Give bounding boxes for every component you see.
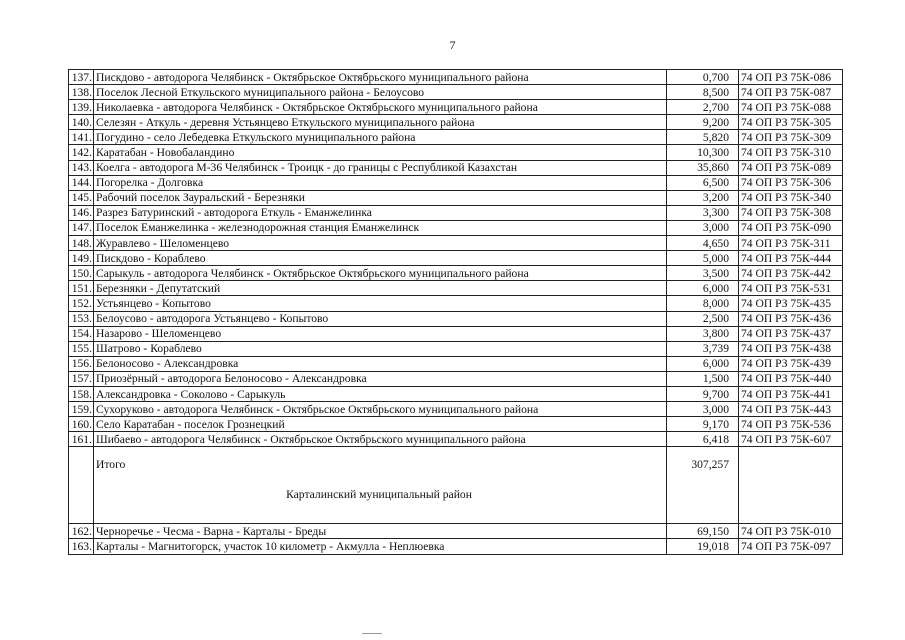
road-code: 74 ОП РЗ 75К-088	[739, 100, 843, 115]
table-row	[69, 205, 843, 220]
section-num-cell	[69, 481, 94, 507]
table-row	[69, 326, 843, 341]
road-code: 74 ОП РЗ 75К-308	[739, 205, 843, 220]
road-name: Белоносово - Александровка	[94, 356, 667, 371]
road-code: 74 ОП РЗ 75К-438	[739, 341, 843, 356]
total-section	[69, 447, 843, 524]
road-name: Сарыкуль - автодорога Челябинск - Октябрьское Октябрьского муниципального района	[94, 266, 667, 281]
road-name: Черноречье - Чесма - Варна - Карталы - Бреды	[94, 524, 667, 539]
row-number: 147.	[69, 220, 94, 235]
row-number: 154.	[69, 326, 94, 341]
road-name: Белоусово - автодорога Устьянцево - Копытово	[94, 311, 667, 326]
footer-mark	[362, 633, 382, 634]
road-code: 74 ОП РЗ 75К-439	[739, 356, 843, 371]
road-code: 74 ОП РЗ 75К-309	[739, 130, 843, 145]
road-length: 2,700	[667, 100, 739, 115]
total-code-cell	[739, 447, 843, 482]
table-row	[69, 115, 843, 130]
road-length: 9,170	[667, 417, 739, 432]
road-length: 19,018	[667, 539, 739, 554]
table-row	[69, 402, 843, 417]
road-length: 6,000	[667, 281, 739, 296]
row-number: 151.	[69, 281, 94, 296]
road-length: 6,418	[667, 432, 739, 447]
table-row	[69, 85, 843, 100]
road-name: Погорелка - Долговка	[94, 175, 667, 190]
road-name: Поселок Еманжелинка - железнодорожная станция Еманжелинск	[94, 220, 667, 235]
row-number: 150.	[69, 266, 94, 281]
spacer-len-cell	[667, 507, 739, 524]
road-code: 74 ОП РЗ 75К-310	[739, 145, 843, 160]
table-row	[69, 386, 843, 401]
row-number: 138.	[69, 85, 94, 100]
table-row	[69, 145, 843, 160]
road-code: 74 ОП РЗ 75К-435	[739, 296, 843, 311]
road-code: 74 ОП РЗ 75К-306	[739, 175, 843, 190]
total-label: Итого	[94, 447, 667, 482]
spacer-num-cell	[69, 507, 94, 524]
row-number: 142.	[69, 145, 94, 160]
road-code: 74 ОП РЗ 75К-443	[739, 402, 843, 417]
road-length: 3,300	[667, 205, 739, 220]
row-number: 160.	[69, 417, 94, 432]
road-length: 3,200	[667, 190, 739, 205]
table-row	[69, 220, 843, 235]
road-length: 69,150	[667, 524, 739, 539]
road-code: 74 ОП РЗ 75К-086	[739, 70, 843, 85]
table-row	[69, 160, 843, 175]
road-length: 10,300	[667, 145, 739, 160]
spacer-code-cell	[739, 507, 843, 524]
road-code: 74 ОП РЗ 75К-444	[739, 251, 843, 266]
section-row	[69, 481, 843, 507]
table-row	[69, 175, 843, 190]
road-length: 3,000	[667, 220, 739, 235]
road-name: Разрез Батуринский - автодорога Еткуль - Еманжелинка	[94, 205, 667, 220]
road-length: 5,820	[667, 130, 739, 145]
row-number: 146.	[69, 205, 94, 220]
road-name: Шатрово - Кораблево	[94, 341, 667, 356]
table-row	[69, 100, 843, 115]
road-name: Шибаево - автодорога Челябинск - Октябрьское Октябрьского муниципального района	[94, 432, 667, 447]
road-name: Село Каратабан - поселок Грознецкий	[94, 417, 667, 432]
table-row	[69, 236, 843, 251]
road-code: 74 ОП РЗ 75К-536	[739, 417, 843, 432]
row-number: 145.	[69, 190, 94, 205]
road-code: 74 ОП РЗ 75К-089	[739, 160, 843, 175]
road-length: 3,800	[667, 326, 739, 341]
road-name: Журавлево - Шеломенцево	[94, 236, 667, 251]
road-name: Поселок Лесной Еткульского муниципального района - Белоусово	[94, 85, 667, 100]
road-code: 74 ОП РЗ 75К-440	[739, 371, 843, 386]
road-code: 74 ОП РЗ 75К-090	[739, 220, 843, 235]
road-name: Пискдово - Кораблево	[94, 251, 667, 266]
road-length: 3,000	[667, 402, 739, 417]
total-row	[69, 447, 843, 482]
spacer-name-cell	[94, 507, 667, 524]
row-number: 153.	[69, 311, 94, 326]
road-code: 74 ОП РЗ 75К-010	[739, 524, 843, 539]
road-length: 1,500	[667, 371, 739, 386]
road-code: 74 ОП РЗ 75К-087	[739, 85, 843, 100]
road-code: 74 ОП РЗ 75К-437	[739, 326, 843, 341]
roads-table-body-a	[69, 70, 843, 447]
road-code: 74 ОП РЗ 75К-311	[739, 236, 843, 251]
table-row	[69, 296, 843, 311]
roads-table	[68, 69, 843, 555]
row-number: 159.	[69, 402, 94, 417]
table-row	[69, 432, 843, 447]
road-name: Березняки - Депутатский	[94, 281, 667, 296]
table-row	[69, 190, 843, 205]
road-length: 4,650	[667, 236, 739, 251]
road-length: 2,500	[667, 311, 739, 326]
road-name: Сухоруково - автодорога Челябинск - Октябрьское Октябрьского муниципального района	[94, 402, 667, 417]
road-code: 74 ОП РЗ 75К-607	[739, 432, 843, 447]
table-row	[69, 130, 843, 145]
table-row	[69, 371, 843, 386]
road-name: Селезян - Аткуль - деревня Устьянцево Еткульского муниципального района	[94, 115, 667, 130]
table-row	[69, 524, 843, 539]
section-title: Карталинский муниципальный район	[94, 481, 667, 507]
row-number: 152.	[69, 296, 94, 311]
table-row	[69, 281, 843, 296]
table-row	[69, 539, 843, 554]
road-name: Пискдово - автодорога Челябинск - Октябрьское Октябрьского муниципального района	[94, 70, 667, 85]
section-code-cell	[739, 481, 843, 507]
row-number: 143.	[69, 160, 94, 175]
road-name: Коелга - автодорога М-36 Челябинск - Троицк - до границы с Республикой Казахстан	[94, 160, 667, 175]
roads-table-body-b	[69, 524, 843, 554]
road-name: Александровка - Соколово - Сарыкуль	[94, 386, 667, 401]
road-code: 74 ОП РЗ 75К-340	[739, 190, 843, 205]
road-length: 9,200	[667, 115, 739, 130]
road-code: 74 ОП РЗ 75К-097	[739, 539, 843, 554]
road-length: 3,739	[667, 341, 739, 356]
road-name: Николаевка - автодорога Челябинск - Октябрьское Октябрьского муниципального района	[94, 100, 667, 115]
table-row	[69, 417, 843, 432]
row-number: 149.	[69, 251, 94, 266]
road-code: 74 ОП РЗ 75К-531	[739, 281, 843, 296]
row-number: 161.	[69, 432, 94, 447]
table-row	[69, 266, 843, 281]
row-number: 155.	[69, 341, 94, 356]
road-name: Погудино - село Лебедевка Еткульского муниципального района	[94, 130, 667, 145]
table-row	[69, 251, 843, 266]
road-length: 3,500	[667, 266, 739, 281]
row-number: 148.	[69, 236, 94, 251]
road-length: 0,700	[667, 70, 739, 85]
road-length: 6,000	[667, 356, 739, 371]
table-row	[69, 311, 843, 326]
row-number: 137.	[69, 70, 94, 85]
row-number: 140.	[69, 115, 94, 130]
row-number: 141.	[69, 130, 94, 145]
spacer-row	[69, 507, 843, 524]
table-row	[69, 356, 843, 371]
road-code: 74 ОП РЗ 75К-436	[739, 311, 843, 326]
total-value: 307,257	[667, 447, 739, 482]
road-name: Устьянцево - Копытово	[94, 296, 667, 311]
road-length: 6,500	[667, 175, 739, 190]
road-name: Каратабан - Новобаландино	[94, 145, 667, 160]
road-name: Рабочий поселок Зауральский - Березняки	[94, 190, 667, 205]
road-name: Назарово - Шеломенцево	[94, 326, 667, 341]
road-name: Приозёрный - автодорога Белоносово - Александровка	[94, 371, 667, 386]
row-number: 158.	[69, 386, 94, 401]
road-code: 74 ОП РЗ 75К-305	[739, 115, 843, 130]
table-row	[69, 341, 843, 356]
page-number: 7	[449, 38, 456, 52]
road-length: 9,700	[667, 386, 739, 401]
road-length: 35,860	[667, 160, 739, 175]
row-number: 157.	[69, 371, 94, 386]
road-code: 74 ОП РЗ 75К-441	[739, 386, 843, 401]
road-code: 74 ОП РЗ 75К-442	[739, 266, 843, 281]
road-length: 8,500	[667, 85, 739, 100]
row-number: 163.	[69, 539, 94, 554]
section-len-cell	[667, 481, 739, 507]
road-name: Карталы - Магнитогорск, участок 10 километр - Акмулла - Неплюевка	[94, 539, 667, 554]
total-num-cell	[69, 447, 94, 482]
table-row	[69, 70, 843, 85]
row-number: 139.	[69, 100, 94, 115]
row-number: 162.	[69, 524, 94, 539]
row-number: 144.	[69, 175, 94, 190]
row-number: 156.	[69, 356, 94, 371]
road-length: 5,000	[667, 251, 739, 266]
road-length: 8,000	[667, 296, 739, 311]
